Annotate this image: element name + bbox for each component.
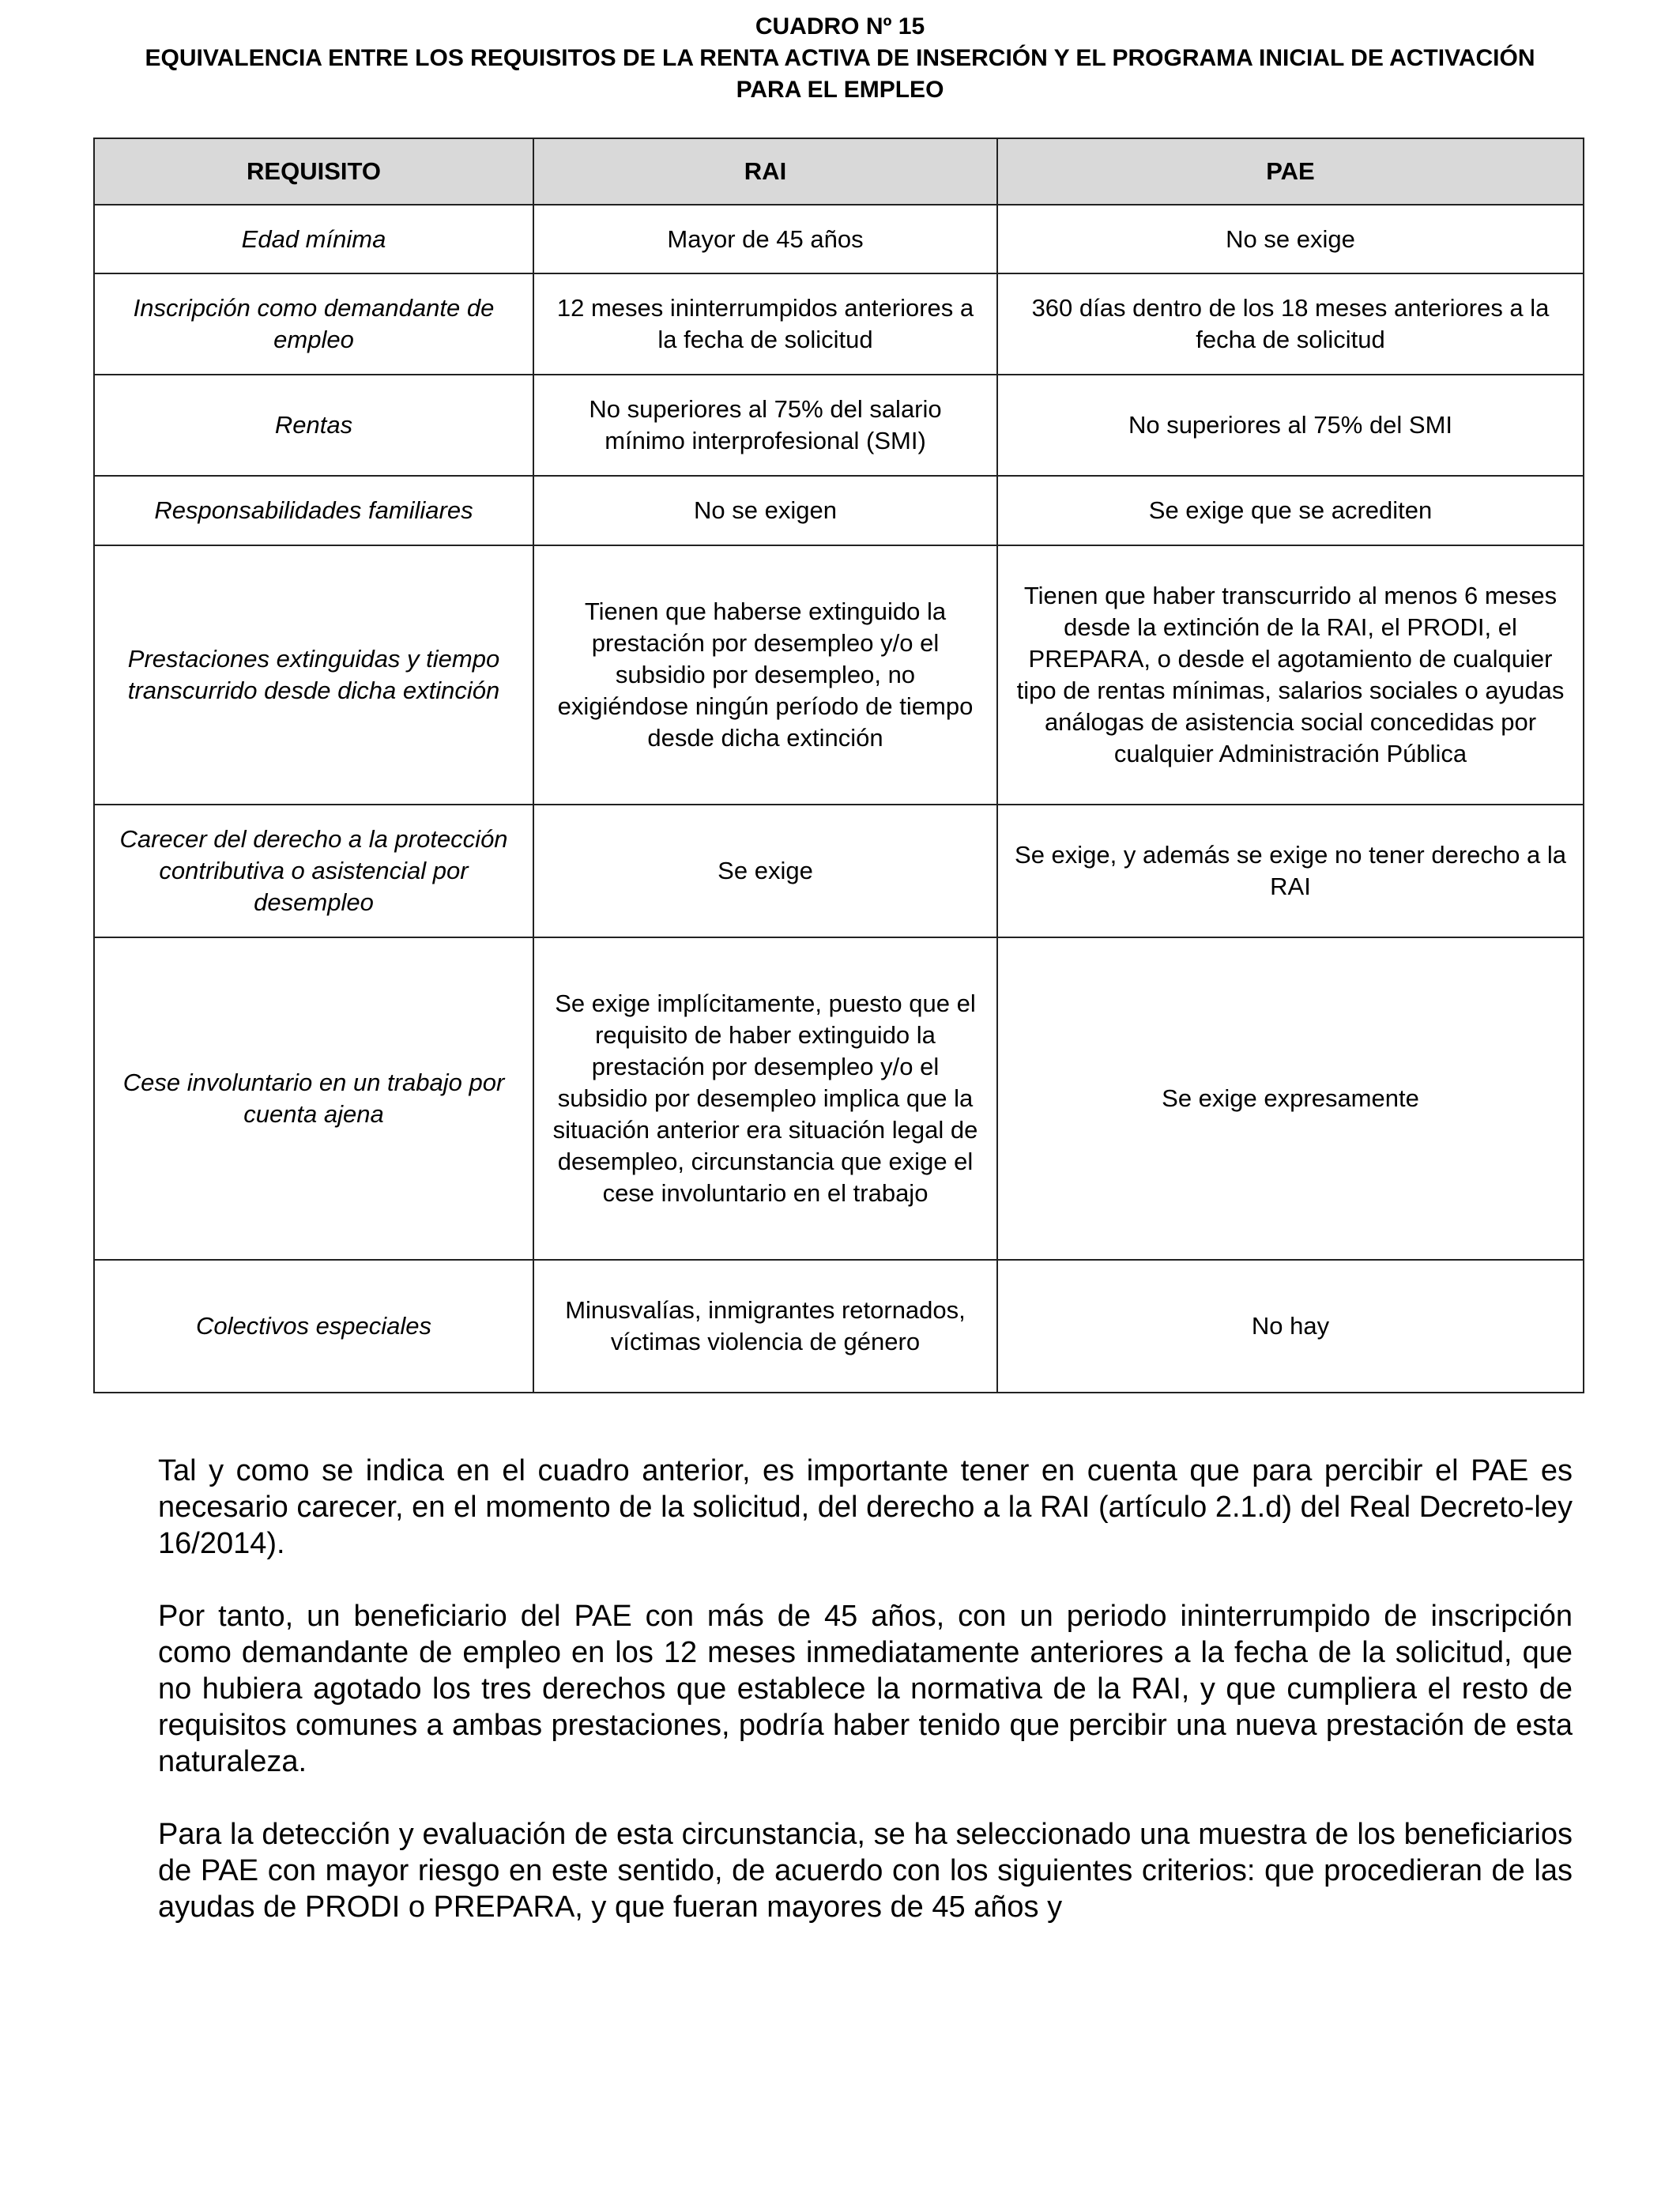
cell-requisito: Responsabilidades familiares [94,476,533,545]
table-row [94,375,1584,476]
cell-requisito: Rentas [94,375,533,476]
cell-rai: Minusvalías, inmigrantes retornados, víctimas violencia de género [533,1260,997,1393]
cell-pae: Se exige, y además se exige no tener derecho a la RAI [997,805,1584,937]
header-rai: RAI [533,138,997,205]
cell-rai: No superiores al 75% del salario mínimo interprofesional (SMI) [533,375,997,476]
cell-requisito: Colectivos especiales [94,1260,533,1393]
cell-pae: 360 días dentro de los 18 meses anteriores a la fecha de solicitud [997,273,1584,375]
table-caption [79,11,1601,106]
cell-requisito: Cese involuntario en un trabajo por cuenta ajena [94,937,533,1260]
cell-rai: Se exige implícitamente, puesto que el requisito de haber extinguido la prestación por desempleo y/o el subsidio por desempleo implica que la situación anterior era situación legal de desempleo, circunstancia que exige el cese involuntario en el trabajo [533,937,997,1260]
cell-rai: Tienen que haberse extinguido la prestación por desempleo y/o el subsidio por desempleo, no exigiéndose ningún período de tiempo desde dicha extinción [533,545,997,805]
table-row [94,937,1584,1260]
cell-pae: No superiores al 75% del SMI [997,375,1584,476]
cell-requisito: Prestaciones extinguidas y tiempo transcurrido desde dicha extinción [94,545,533,805]
body-text [158,1453,1573,1962]
cell-requisito: Carecer del derecho a la protección contributiva o asistencial por desempleo [94,805,533,937]
cell-rai: Mayor de 45 años [533,205,997,273]
cell-pae: Se exige expresamente [997,937,1584,1260]
cell-rai: No se exigen [533,476,997,545]
table-row [94,545,1584,805]
caption-title: EQUIVALENCIA ENTRE LOS REQUISITOS DE LA RENTA ACTIVA DE INSERCIÓN Y EL PROGRAMA INICIAL DE ACTIVACIÓN PARA EL EMPLEO [145,45,1535,103]
caption-number: CUADRO Nº 15 [755,13,925,40]
cell-rai: 12 meses ininterrumpidos anteriores a la fecha de solicitud [533,273,997,375]
requirements-table [93,138,1584,1393]
table-row [94,805,1584,937]
header-requisito: REQUISITO [94,138,533,205]
header-pae: PAE [997,138,1584,205]
cell-requisito: Edad mínima [94,205,533,273]
table-row [94,1260,1584,1393]
cell-pae: No se exige [997,205,1584,273]
table-row [94,476,1584,545]
cell-pae: Tienen que haber transcurrido al menos 6 meses desde la extinción de la RAI, el PRODI, el PREPARA, o desde el agotamiento de cualquier tipo de rentas mínimas, salarios sociales o ayudas análogas de asistencia social concedidas por cualquier Administración Pública [997,545,1584,805]
table-header-row [94,138,1584,205]
cell-rai: Se exige [533,805,997,937]
cell-pae: No hay [997,1260,1584,1393]
cell-pae: Se exige que se acrediten [997,476,1584,545]
paragraph: Para la detección y evaluación de esta circunstancia, se ha seleccionado una muestra de los beneficiarios de PAE con mayor riesgo en este sentido, de acuerdo con los siguientes criterios: que procedieran de las ayudas de PRODI o PREPARA, y que fueran mayores de 45 años y [158,1818,1573,1924]
cell-requisito: Inscripción como demandante de empleo [94,273,533,375]
paragraph: Por tanto, un beneficiario del PAE con más de 45 años, con un periodo ininterrumpido de inscripción como demandante de empleo en los 12 meses inmediatamente anteriores a la fecha de la solicitud, que no hubiera agotado los tres derechos que establece la normativa de la RAI, y que cumpliera el resto de requisitos comunes a ambas prestaciones, podría haber tenido que percibir una nueva prestación de esta naturaleza. [158,1600,1573,1778]
table-row [94,273,1584,375]
paragraph: Tal y como se indica en el cuadro anterior, es importante tener en cuenta que para percibir el PAE es necesario carecer, en el momento de la solicitud, del derecho a la RAI (artículo 2.1.d) del Real Decreto-ley 16/2014). [158,1454,1573,1560]
table-row [94,205,1584,273]
